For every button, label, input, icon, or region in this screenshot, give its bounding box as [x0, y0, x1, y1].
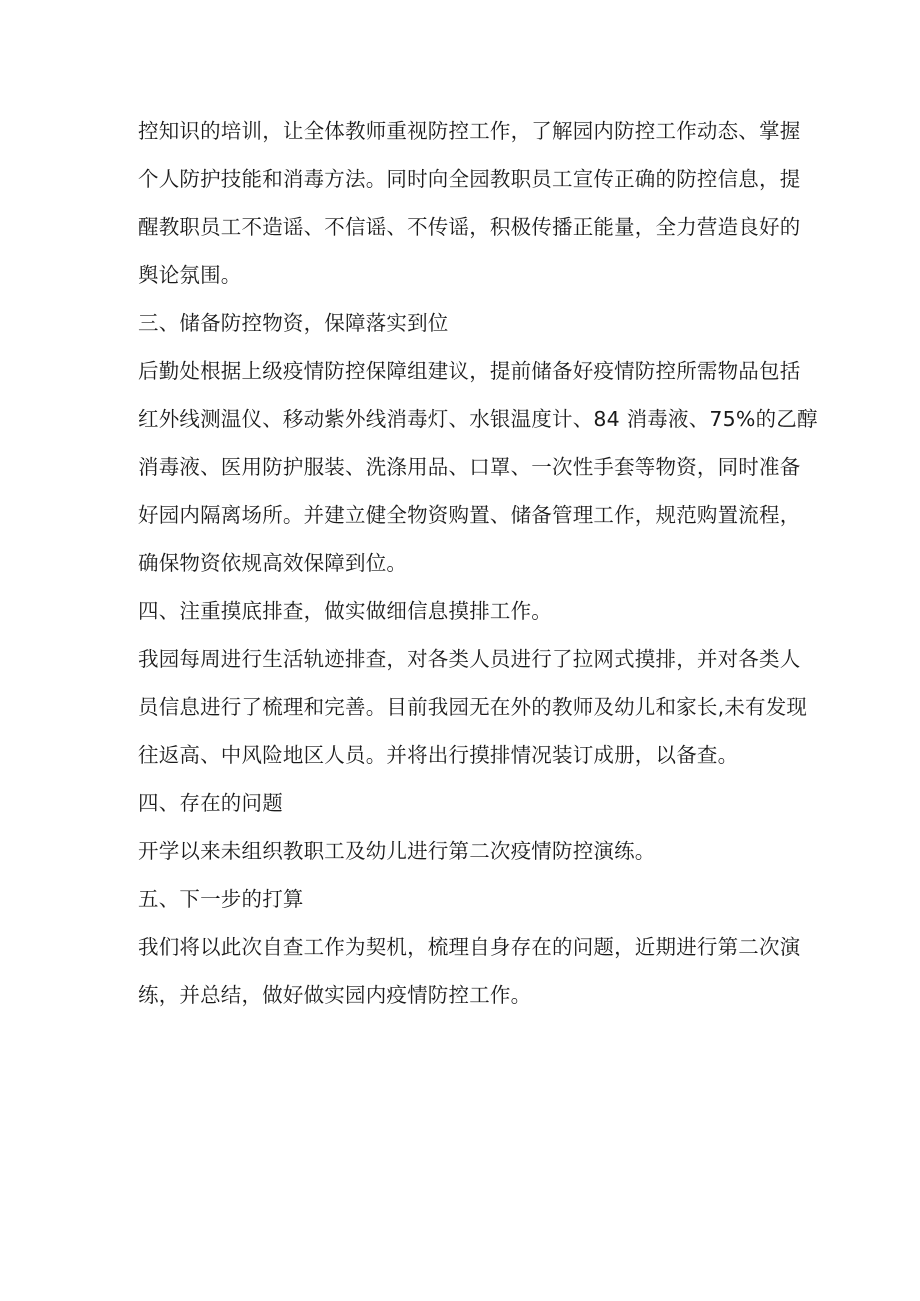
body-text-line: 控知识的培训，让全体教师重视防控工作，了解园内防控工作动态、掌握 [138, 119, 801, 143]
body-text-line: 醒教职员工不造谣、不信谣、不传谣，积极传播正能量，全力营造良好的 [138, 215, 801, 239]
section-heading: 五、下一步的打算 [138, 887, 304, 911]
section-heading: 四、注重摸底排查，做实做细信息摸排工作。 [138, 599, 552, 623]
body-text-line: 我们将以此次自查工作为契机，梳理自身存在的问题，近期进行第二次演 [138, 935, 801, 959]
section-heading: 四、存在的问题 [138, 791, 283, 815]
body-text-line: 我园每周进行生活轨迹排查，对各类人员进行了拉网式摸排，并对各类人 [138, 647, 801, 671]
body-text-line: 红外线测温仪、移动紫外线消毒灯、水银温度计、84 消毒液、75%的乙醇 [138, 407, 818, 431]
body-text-line: 开学以来未组织教职工及幼儿进行第二次疫情防控演练。 [138, 839, 656, 863]
section-heading: 三、储备防控物资，保障落实到位 [138, 311, 449, 335]
body-text-line: 好园内隔离场所。并建立健全物资购置、储备管理工作，规范购置流程， [138, 503, 801, 527]
body-text-line: 往返高、中风险地区人员。并将出行摸排情况装订成册，以备查。 [138, 743, 739, 767]
body-text-line: 后勤处根据上级疫情防控保障组建议，提前储备好疫情防控所需物品包括 [138, 359, 801, 383]
document-body [138, 107, 818, 1019]
body-text-line: 舆论氛围。 [138, 263, 242, 287]
body-text-line: 个人防护技能和消毒方法。同时向全园教职员工宣传正确的防控信息，提 [138, 167, 801, 191]
body-text-line: 练，并总结，做好做实园内疫情防控工作。 [138, 983, 532, 1007]
body-text-line: 员信息进行了梳理和完善。目前我园无在外的教师及幼儿和家长,未有发现 [138, 695, 808, 719]
body-text-line: 消毒液、医用防护服装、洗涤用品、口罩、一次性手套等物资，同时准备 [138, 455, 801, 479]
body-text-line: 确保物资依规高效保障到位。 [138, 551, 408, 575]
